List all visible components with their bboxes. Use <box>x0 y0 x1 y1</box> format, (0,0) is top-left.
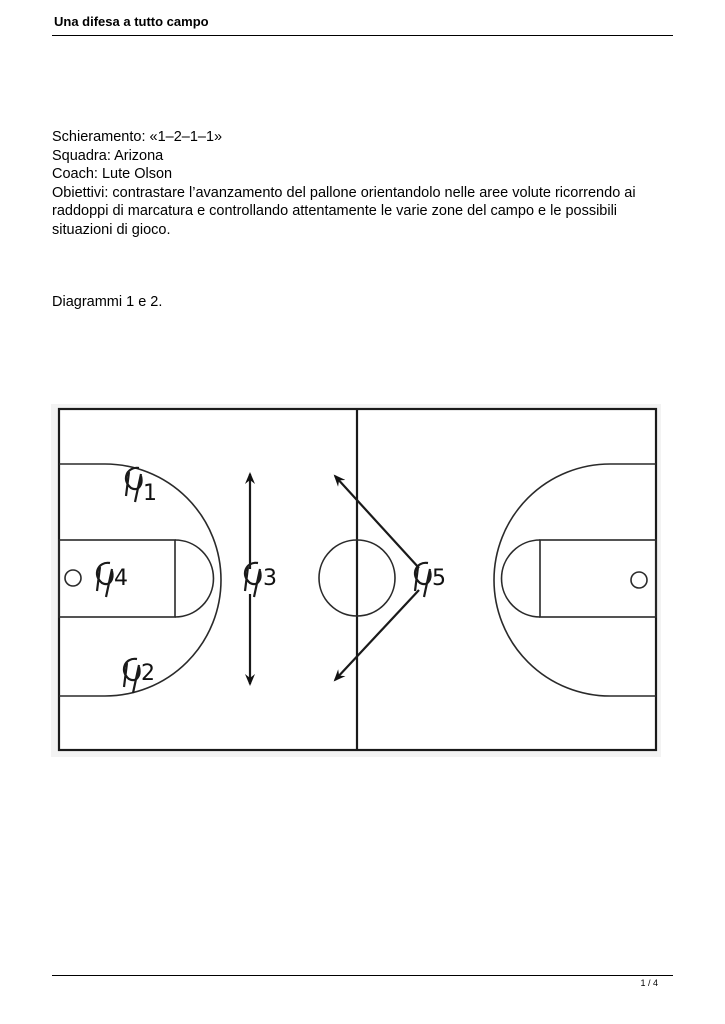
player-number-5: 5 <box>432 566 446 591</box>
team-line: Squadra: Arizona <box>52 147 164 164</box>
formation-line: Schieramento: «1–2–1–1» <box>52 129 223 145</box>
article-info <box>52 128 672 239</box>
player-number-3: 3 <box>263 566 277 591</box>
court-diagram <box>51 404 661 757</box>
footer-divider <box>52 975 673 976</box>
header-divider <box>52 35 673 36</box>
objectives-paragraph: Obiettivi: contrastare l’avanzamento del pallone orientandolo nelle aree volute ricorrendo ai raddoppi di marcatura e controllando attentamente le varie zone del campo e le possibili situazioni di gioco. <box>52 184 636 238</box>
player-number-1: 1 <box>143 481 157 506</box>
coach-line: Coach: Lute Olson <box>52 166 173 182</box>
player-number-4: 4 <box>114 566 128 591</box>
diagram-caption: Diagrammi 1 e 2. <box>52 294 163 310</box>
court-svg <box>51 404 661 757</box>
page-number: 1 / 4 <box>640 978 658 988</box>
page-header-title: Una difesa a tutto campo <box>54 14 209 29</box>
player-number-2: 2 <box>141 661 155 686</box>
